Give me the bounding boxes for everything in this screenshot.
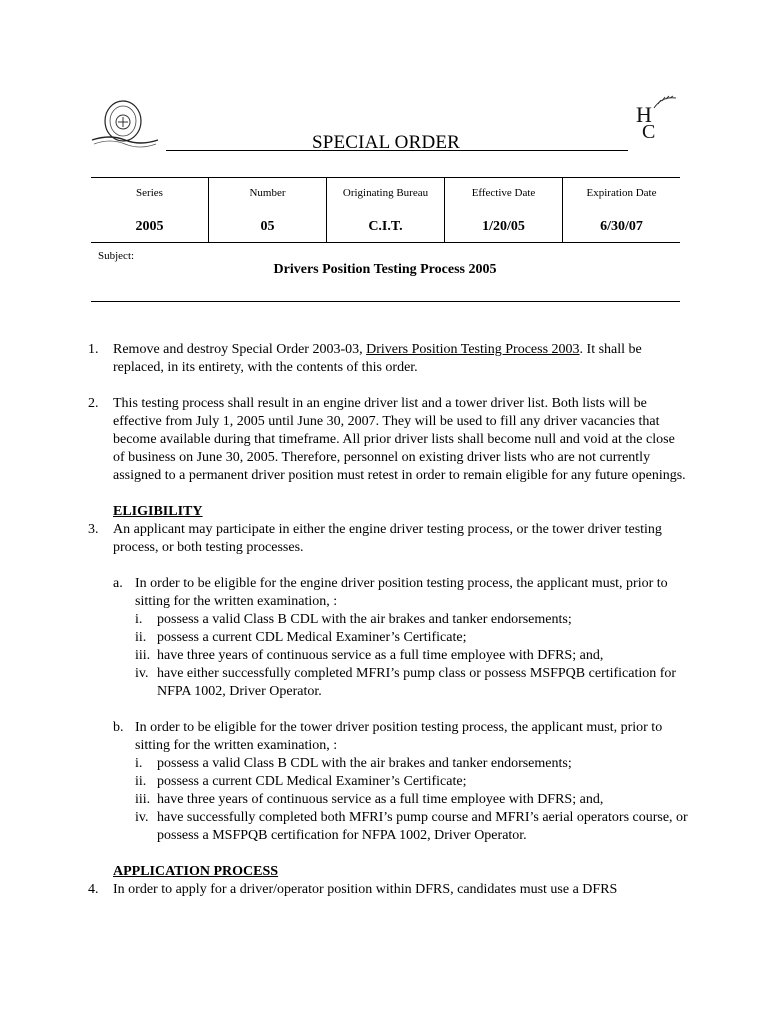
paragraph-text: An applicant may participate in either the engine driver testing process, or the tower driver testing process, or both testing processes. (113, 522, 662, 555)
meta-value: 05 (260, 219, 275, 234)
meta-label: Effective Date (471, 187, 536, 199)
list-item: iii. have three years of continuous service as a full time employee with DFRS; and, (135, 648, 604, 663)
department-seal-icon (90, 98, 160, 154)
svg-text:H: H (636, 102, 652, 127)
subparagraph-text: In order to be eligible for the tower driver position testing process, the applicant must, prior to sitting for the written examination, : (135, 720, 663, 753)
paragraph-number: 4. (88, 882, 99, 897)
eligibility-heading: ELIGIBILITY (113, 504, 203, 519)
paragraph-text: In order to apply for a driver/operator position within DFRS, candidates must use a DFRS (113, 882, 618, 897)
paragraph-number: 1. (88, 342, 99, 357)
hc-monogram-logo-icon (628, 92, 680, 142)
subject-divider (91, 301, 680, 302)
subparagraph-letter: a. (113, 576, 123, 591)
meta-label: Originating Bureau (342, 187, 429, 199)
meta-expiration-date (562, 178, 680, 242)
list-item: i. possess a valid Class B CDL with the air brakes and tanker endorsements; (135, 612, 572, 627)
meta-label: Series (136, 187, 163, 199)
svg-text:C: C (642, 121, 656, 142)
meta-series (91, 178, 208, 242)
meta-originating-bureau (326, 178, 444, 242)
paragraph-text (113, 341, 688, 377)
referenced-order-title: Drivers Position Testing Process 2003 (366, 342, 580, 357)
list-item: ii. possess a current CDL Medical Examiner’s Certificate; (135, 774, 467, 789)
meta-effective-date (444, 178, 562, 242)
list-item: iv. have successfully completed both MFRI’s pump course and MFRI’s aerial operators course, or possess a MSFPQB certification for NFPA 1002, Driver Operator. (135, 810, 688, 843)
paragraph-3 (88, 521, 688, 557)
paragraph-2 (88, 395, 688, 485)
paragraph-4 (88, 881, 688, 899)
subparagraph-letter: b. (113, 720, 124, 735)
subject-label: Subject: (98, 250, 135, 262)
paragraph-1-pre: Remove and destroy Special Order 2003-03, (113, 342, 367, 357)
order-body (88, 341, 688, 917)
subparagraph-3b (113, 719, 688, 845)
list-item: iii. have three years of continuous service as a full time employee with DFRS; and, (135, 792, 604, 807)
list-item: iv. have either successfully completed MFRI’s pump class or possess MSFPQB certification for NFPA 1002, Driver Operator. (135, 666, 677, 699)
meta-value: 6/30/07 (600, 219, 643, 234)
meta-number (208, 178, 326, 242)
list-item: ii. possess a current CDL Medical Examiner’s Certificate; (135, 630, 467, 645)
application-process-heading: APPLICATION PROCESS (113, 864, 279, 879)
paragraph-1-post: . It shall be replaced, in its entirety, with the contents of this order. (113, 342, 642, 375)
paragraph-1 (88, 341, 688, 377)
page-title: SPECIAL ORDER (311, 132, 461, 153)
meta-value: C.I.T. (368, 219, 403, 234)
paragraph-text: This testing process shall result in an engine driver list and a tower driver list. Both lists will be effective from July 1, 2005 until June 30, 2007. They will be used to fill any driver vacancies that become available during that timeframe. All prior driver lists shall become null and void at the close of business on June 30, 2005. Therefore, personnel on existing driver lists who are not currently assigned to a permanent driver position must retest in order to remain eligible for any future openings. (113, 396, 686, 483)
paragraph-number: 2. (88, 396, 99, 411)
meta-label: Expiration Date (586, 187, 657, 199)
subject-text: Drivers Position Testing Process 2005 (273, 262, 497, 277)
meta-value: 2005 (135, 219, 164, 234)
paragraph-number: 3. (88, 522, 99, 537)
meta-label: Number (249, 187, 286, 199)
meta-value: 1/20/05 (482, 219, 525, 234)
subparagraph-text: In order to be eligible for the engine driver position testing process, the applicant must, prior to sitting for the written examination, : (135, 576, 668, 609)
subparagraph-3a (113, 575, 688, 701)
list-item: i. possess a valid Class B CDL with the air brakes and tanker endorsements; (135, 756, 572, 771)
order-meta-table (91, 177, 680, 243)
